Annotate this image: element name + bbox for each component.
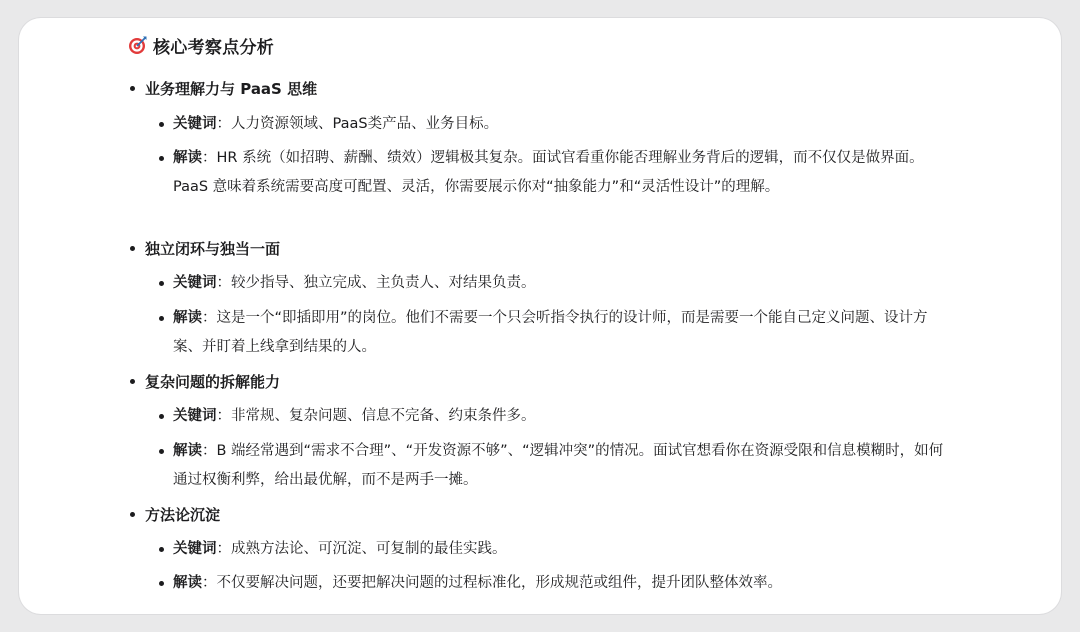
list-item [127, 501, 220, 527]
bullet [130, 86, 135, 91]
content-card [19, 18, 1061, 614]
bullet [159, 414, 164, 419]
sub-list-item [155, 144, 945, 202]
bullet [130, 246, 135, 251]
reading-text: ：HR 系统（如招聘、薪酬、绩效）逻辑极其复杂。面试官看重你能否理解业务背后的逻辑，而不仅仅是做界面。PaaS 意味着系统需要高度可配置、灵活，你需要展示你对“抽象能力”和“灵活性设计”的理解。 [173, 150, 924, 195]
target-icon [127, 34, 149, 56]
sub-list-item [155, 304, 945, 362]
bullet [159, 281, 164, 286]
heading-title: 核心考察点分析 [153, 37, 275, 58]
bullet [159, 581, 164, 586]
sub-list-item [155, 110, 945, 139]
bullet [159, 316, 164, 321]
bullet [159, 547, 164, 552]
bullet [130, 379, 135, 384]
keywords-text: ：较少指导、独立完成、主负责人、对结果负责。 [216, 275, 536, 291]
list-item [127, 75, 317, 101]
keywords-label: 关键词 [173, 275, 217, 291]
reading-text: ：不仅要解决问题，还要把解决问题的过程标准化，形成规范或组件，提升团队整体效率。 [202, 575, 782, 591]
keywords-text: ：成熟方法论、可沉淀、可复制的最佳实践。 [216, 541, 507, 557]
bullet [159, 449, 164, 454]
section-heading [127, 32, 274, 58]
reading-label: 解读 [173, 575, 202, 591]
reading-text: ：B 端经常遇到“需求不合理”、“开发资源不够”、“逻辑冲突”的情况。面试官想看你在资源受限和信息模糊时，如何通过权衡利弊，给出最优解，而不是两手一摊。 [173, 443, 944, 488]
list-item [127, 368, 280, 394]
reading-label: 解读 [173, 310, 202, 326]
sub-list-item [155, 535, 945, 564]
list-item-title: 方法论沉淀 [145, 505, 221, 524]
list-item [127, 235, 280, 261]
reading-text: ：这是一个“即插即用”的岗位。他们不需要一个只会听指令执行的设计师，而是需要一个能自己定义问题、设计方案、并盯着上线拿到结果的人。 [173, 310, 928, 355]
sub-list-item [155, 402, 945, 431]
list-item-title: 复杂问题的拆解能力 [145, 372, 281, 391]
reading-label: 解读 [173, 443, 202, 459]
keywords-label: 关键词 [173, 116, 217, 132]
list-item-title: 独立闭环与独当一面 [145, 239, 281, 258]
sub-list-item [155, 437, 945, 495]
keywords-label: 关键词 [173, 408, 217, 424]
keywords-label: 关键词 [173, 541, 217, 557]
sub-list-item [155, 269, 945, 298]
sub-list-item [155, 569, 945, 598]
bullet [159, 156, 164, 161]
keywords-text: ：人力资源领域、PaaS类产品、业务目标。 [216, 116, 499, 132]
bullet [130, 512, 135, 517]
keywords-text: ：非常规、复杂问题、信息不完备、约束条件多。 [216, 408, 536, 424]
bullet [159, 122, 164, 127]
reading-label: 解读 [173, 150, 202, 166]
list-item-title: 业务理解力与 PaaS 思维 [145, 79, 318, 98]
